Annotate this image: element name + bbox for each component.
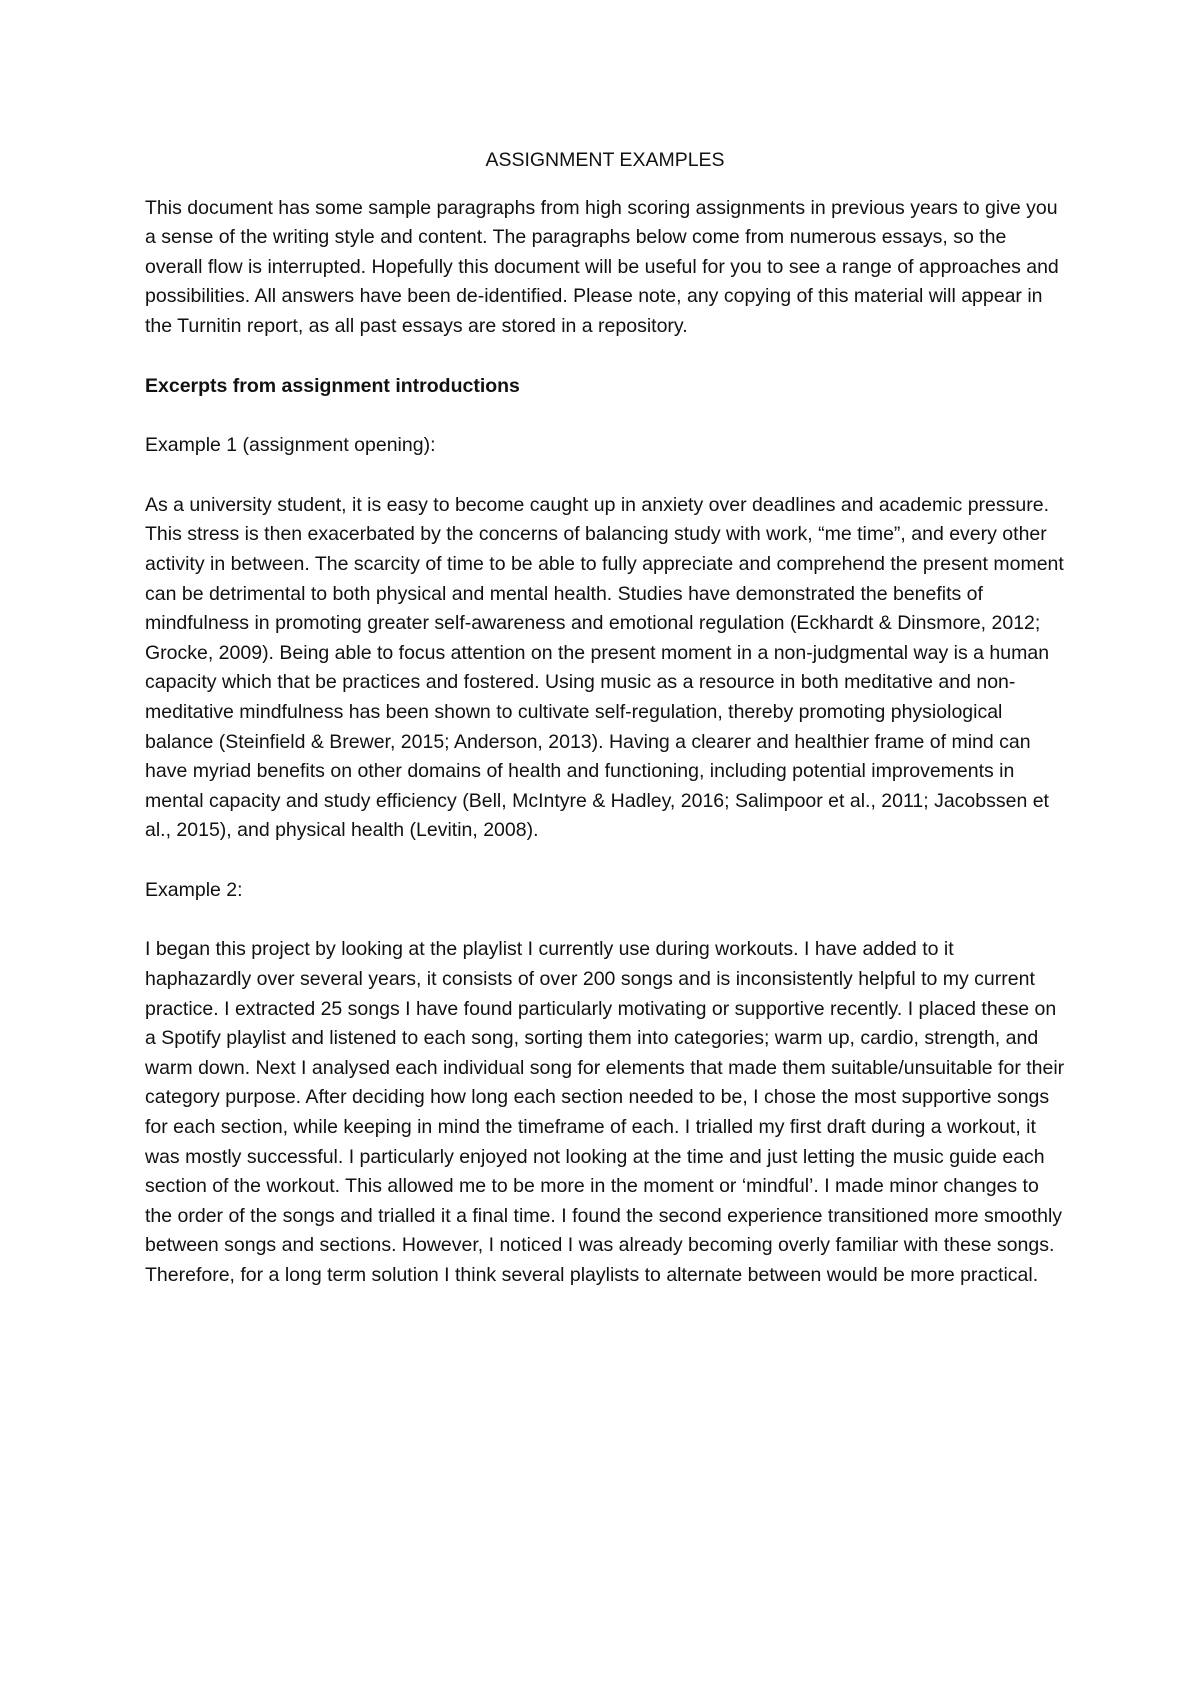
example-2-paragraph: I began this project by looking at the playlist I currently use during workouts. I have added to it haphazardly over several years, it consists of over 200 songs and is inconsistently helpful to my current practice. I extracted 25 songs I have found particularly motivating or supportive recently. I placed these on a Spotify playlist and listened to each song, sorting them into categories; warm up, cardio, strength, and warm down. Next I analysed each individual song for elements that made them suitable/unsuitable for their category purpose. After deciding how long each section needed to be, I chose the most supportive songs for each section, while keeping in mind the timeframe of each. I trialled my first draft during a workout, it was mostly successful. I particularly enjoyed not looking at the time and just letting the music guide each section of the workout. This allowed me to be more in the moment or ‘mindful’. I made minor changes to the order of the songs and trialled it a final time. I found the second experience transitioned more smoothly between songs and sections. However, I noticed I was already becoming overly familiar with these songs. Therefore, for a long term solution I think several playlists to alternate between would be more practical. <box>145 938 1065 1286</box>
document-title: ASSIGNMENT EXAMPLES <box>485 149 725 171</box>
example-1-label: Example 1 (assignment opening): <box>145 434 436 457</box>
document-body <box>145 146 1065 1321</box>
example-2-label: Example 2: <box>145 878 243 901</box>
example-1-paragraph: As a university student, it is easy to become caught up in anxiety over deadlines and academic pressure. This stress is then exacerbated by the concerns of balancing study with work, “me time”, and every other activity in between. The scarcity of time to be able to fully appreciate and comprehend the present moment can be detrimental to both physical and mental health. Studies have demonstrated the benefits of mindfulness in promoting greater self-awareness and emotional regulation (Eckhardt & Dinsmore, 2012; Grocke, 2009). Being able to focus attention on the present moment in a non-judgmental way is a human capacity which that be practices and fostered. Using music as a resource in both meditative and non-meditative mindfulness has been shown to cultivate self-regulation, thereby promoting physiological balance (Steinfield & Brewer, 2015; Anderson, 2013). Having a clearer and healthier frame of mind can have myriad benefits on other domains of health and functioning, including potential improvements in mental capacity and study efficiency (Bell, McIntyre & Hadley, 2016; Salimpoor et al., 2011; Jacobssen et al., 2015), and physical health (Levitin, 2008). <box>145 493 1064 842</box>
section-heading: Excerpts from assignment introductions <box>145 374 520 397</box>
intro-paragraph: This document has some sample paragraphs from high scoring assignments in previous years to give you a sense of the writing style and content. The paragraphs below come from numerous essays, so the overall flow is interrupted. Hopefully this document will be useful for you to see a range of approaches and possibilities. All answers have been de-identified. Please note, any copying of this material will appear in the Turnitin report, as all past essays are stored in a repository. <box>145 196 1059 337</box>
